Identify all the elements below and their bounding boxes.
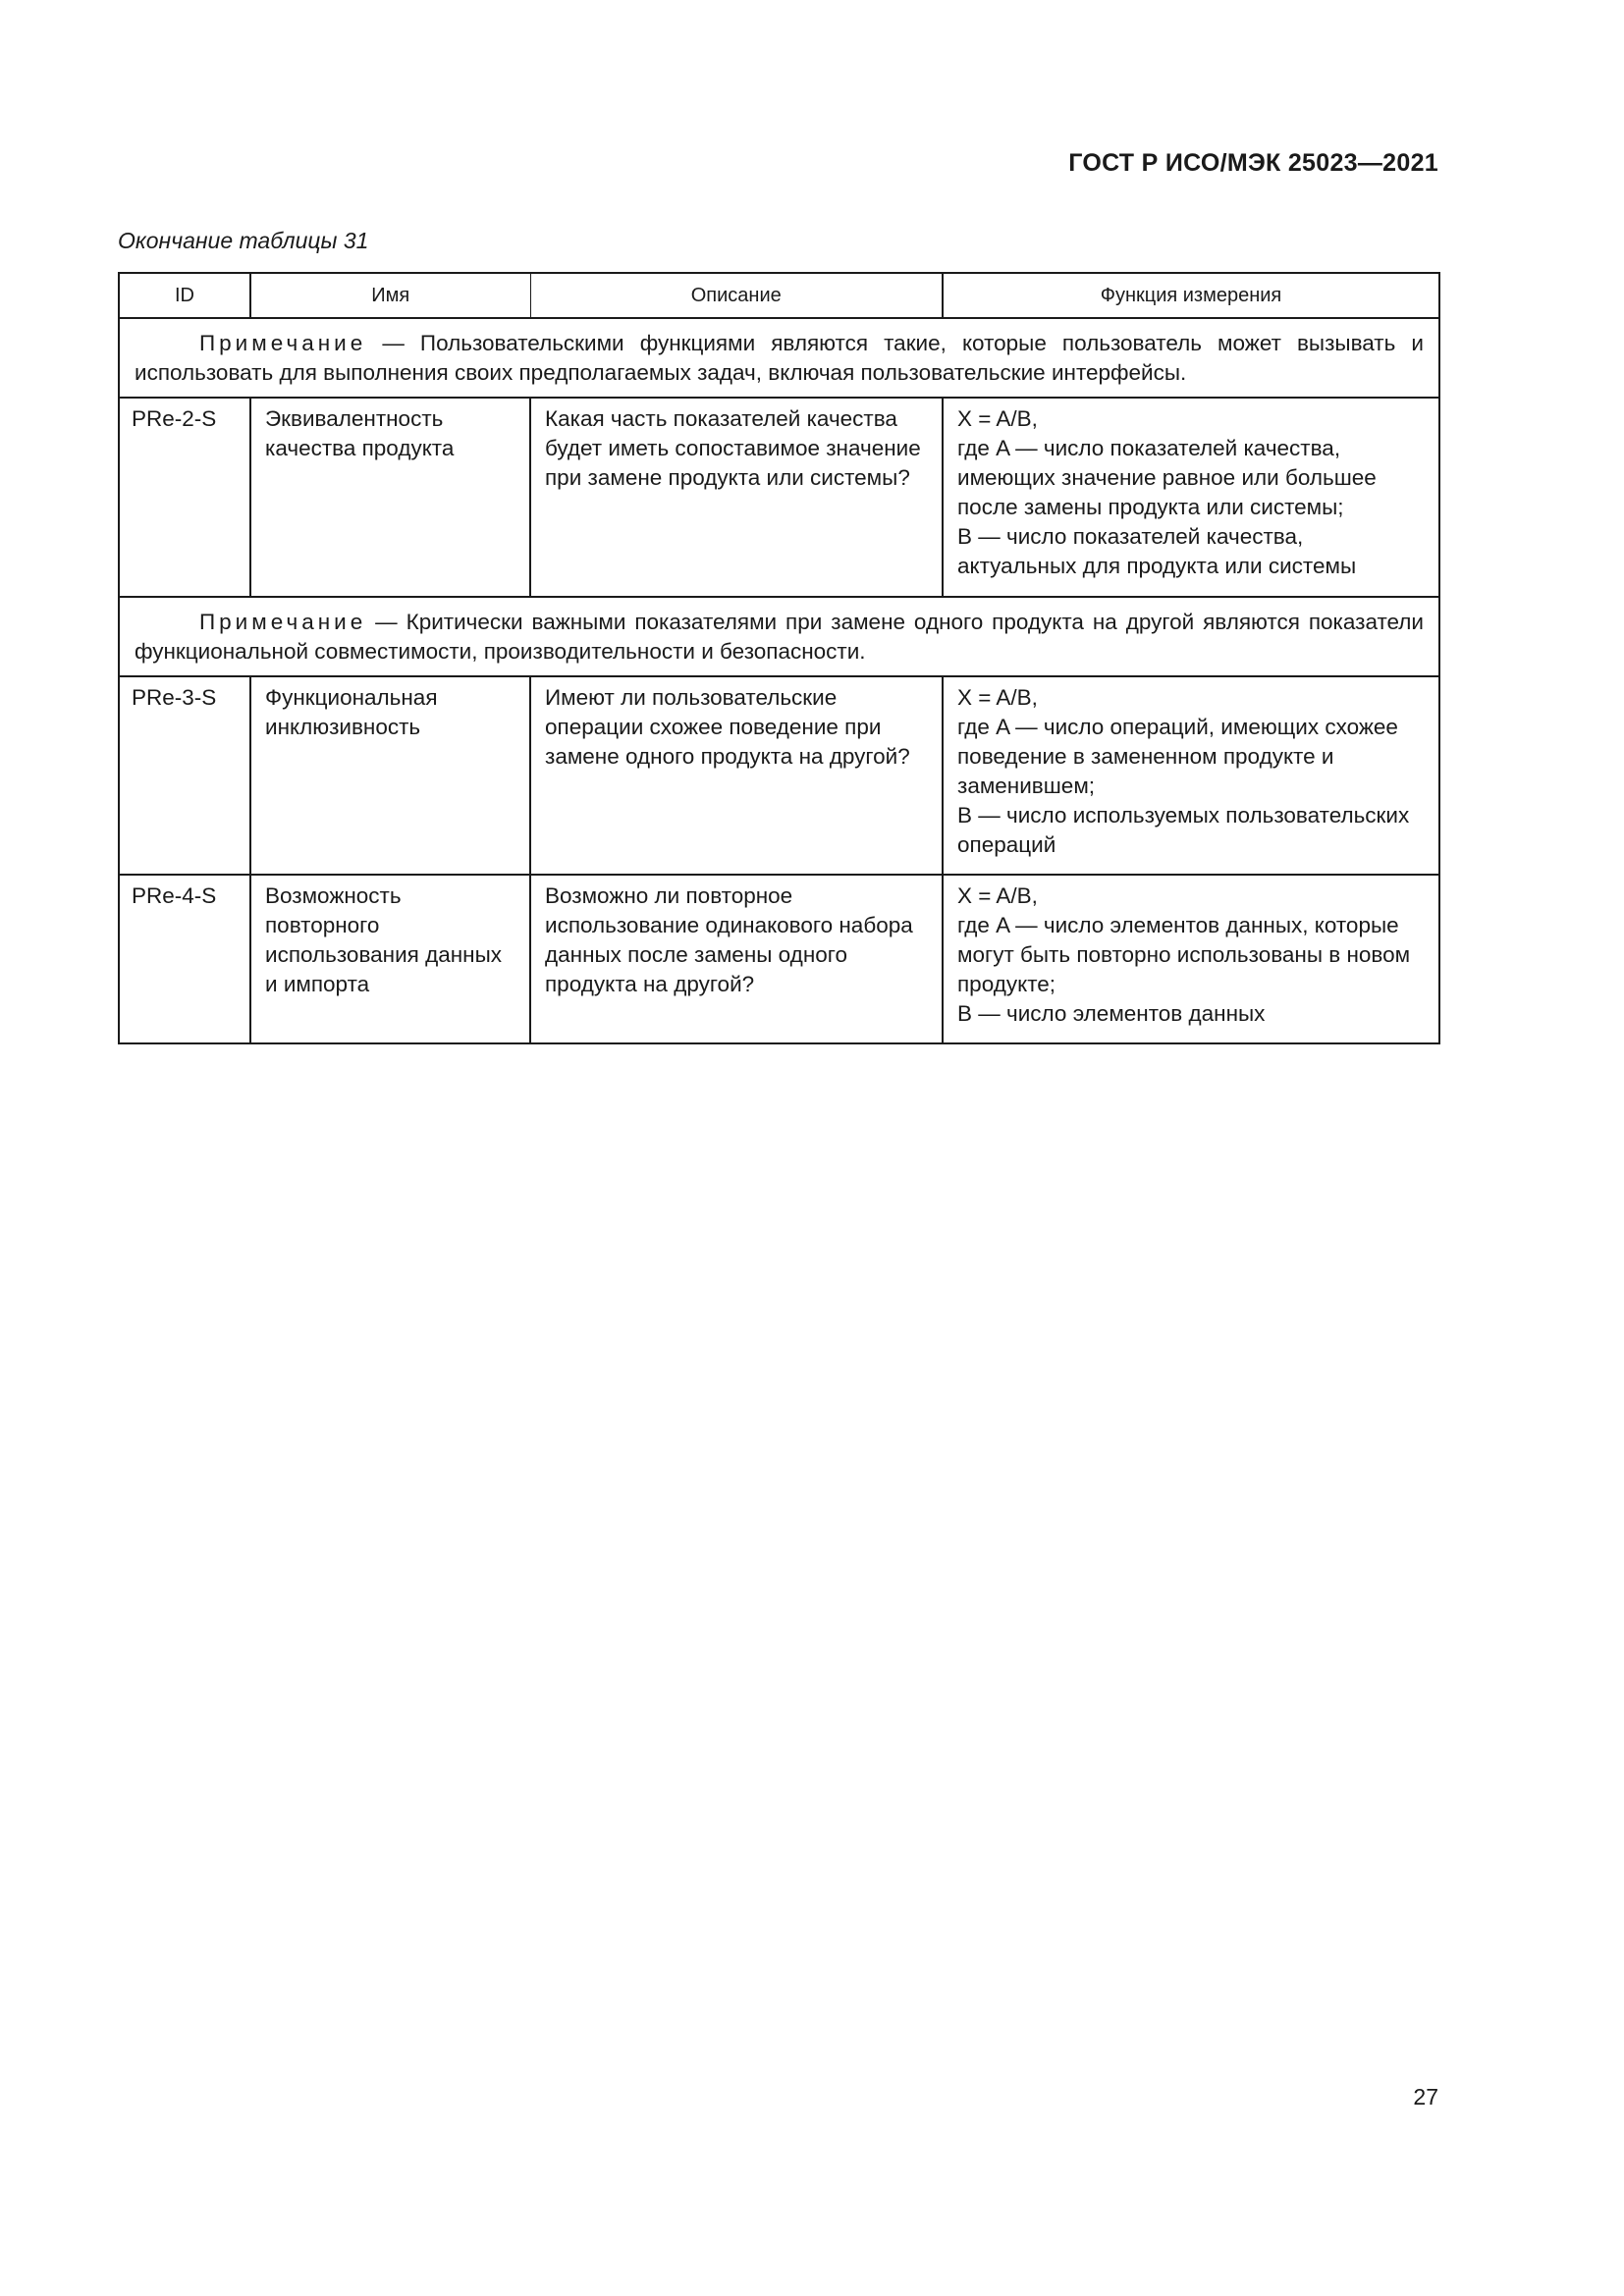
note-label: Примечание: [199, 610, 367, 634]
function-formula: X = A/B,: [957, 406, 1038, 431]
cell-name: Эквивалентность качества продукта: [250, 398, 530, 597]
table-container: [118, 272, 1438, 1044]
cell-id: PRe-3-S: [119, 676, 250, 875]
note-cell: [119, 318, 1439, 398]
column-header-description: Описание: [530, 273, 943, 318]
table-row: [119, 398, 1439, 597]
note-text: — Критически важными показателями при замене одного продукта на другой являются показатели функциональной совместимости, производительности и безопасности.: [135, 610, 1424, 664]
cell-function: [943, 875, 1439, 1043]
function-definition-b: B — число элементов данных: [957, 1001, 1266, 1026]
function-formula: X = A/B,: [957, 685, 1038, 710]
page-number: 27: [1413, 2084, 1438, 2109]
table-caption: Окончание таблицы 31: [118, 228, 369, 253]
table-header-row: [119, 273, 1439, 318]
function-definition-a: где A — число операций, имеющих схожее поведение в замененном продукте и заменившем;: [957, 715, 1398, 798]
table-row: [119, 875, 1439, 1043]
note-cell: [119, 597, 1439, 676]
column-header-name: Имя: [250, 273, 530, 318]
column-header-function: Функция измерения: [943, 273, 1439, 318]
note-label: Примечание: [199, 331, 367, 355]
cell-id: PRe-4-S: [119, 875, 250, 1043]
cell-id: PRe-2-S: [119, 398, 250, 597]
column-header-id: ID: [119, 273, 250, 318]
cell-function: [943, 676, 1439, 875]
cell-description: Имеют ли пользовательские операции схожее поведение при замене одного продукта на другой?: [530, 676, 943, 875]
measures-table: [118, 272, 1440, 1044]
function-definition-a: где A — число элементов данных, которые могут быть повторно использованы в новом продукте;: [957, 913, 1411, 996]
function-formula: X = A/B,: [957, 883, 1038, 908]
cell-description: Какая часть показателей качества будет иметь сопоставимое значение при замене продукта или системы?: [530, 398, 943, 597]
cell-name: Функциональная инклюзивность: [250, 676, 530, 875]
note-row: [119, 597, 1439, 676]
function-definition-a: где A — число показателей качества, имеющих значение равное или большее после замены продукта или системы;: [957, 436, 1377, 519]
table-row: [119, 676, 1439, 875]
function-definition-b: B — число используемых пользовательских операций: [957, 803, 1410, 857]
note-row: [119, 318, 1439, 398]
function-definition-b: B — число показателей качества, актуальных для продукта или системы: [957, 524, 1357, 578]
cell-name: Возможность повторного использования данных и импорта: [250, 875, 530, 1043]
cell-description: Возможно ли повторное использование одинакового набора данных после замены одного продукта на другой?: [530, 875, 943, 1043]
cell-function: [943, 398, 1439, 597]
document-code: ГОСТ Р ИСО/МЭК 25023—2021: [1068, 149, 1438, 177]
note-text: — Пользовательскими функциями являются такие, которые пользователь может вызывать и использовать для выполнения своих предполагаемых задач, включая пользовательские интерфейсы.: [135, 331, 1424, 385]
